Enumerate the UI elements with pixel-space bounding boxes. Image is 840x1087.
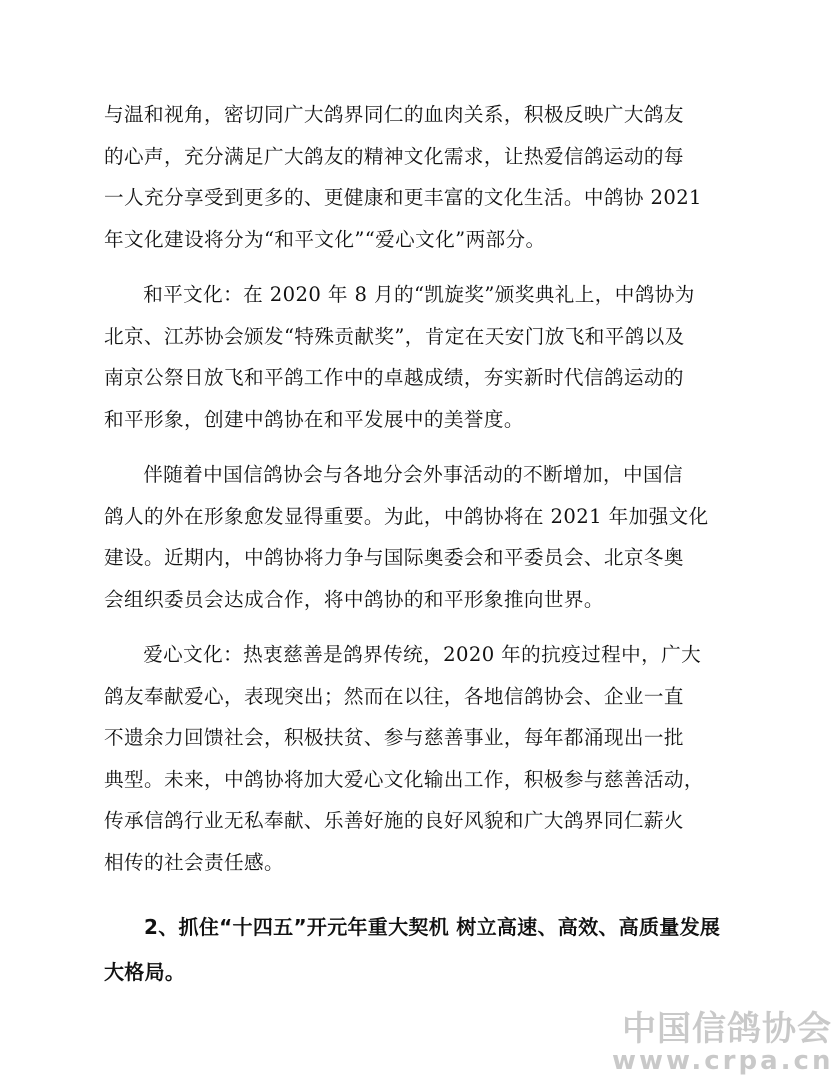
paragraph-love-culture (104, 634, 744, 883)
text-line: 伴随着中国信鸽协会与各地分会外事活动的不断增加，中国信 (143, 463, 684, 486)
text-line: 的心声，充分满足广大鸽友的精神文化需求，让热爱信鸽运动的每 (104, 144, 684, 168)
text-line: 鸽人的外在形象愈发显得重要。为此，中鸽协将在 2021 年加强文化 (104, 504, 709, 528)
paragraph-peace-culture (104, 274, 744, 440)
text-line: 相传的社会责任感。 (104, 850, 284, 874)
text-line: 典型。未来，中鸽协将加大爱心文化输出工作，积极参与慈善活动， (104, 767, 704, 791)
paragraph-intro-continuation (104, 94, 744, 260)
text-line: 与温和视角，密切同广大鸽界同仁的血肉关系，积极反映广大鸽友 (104, 103, 684, 126)
heading-line: 2、抓住“十四五”开元年重大契机 树立高速、高效、高质量发展 (144, 915, 721, 939)
text-line: 会组织委员会达成合作，将中鸽协的和平形象推向世界。 (104, 587, 604, 611)
site-watermark (612, 1009, 834, 1076)
section-heading (104, 905, 744, 995)
text-line: 和平文化：在 2020 年 8 月的“凯旋奖”颁奖典礼上，中鸽协为 (143, 283, 695, 306)
text-line: 鸽友奉献爱心，表现突出；然而在以往，各地信鸽协会、企业一直 (104, 684, 684, 708)
heading-line: 大格局。 (104, 960, 186, 984)
text-line: 传承信鸽行业无私奉献、乐善好施的良好风貌和广大鸽界同仁薪火 (104, 809, 684, 832)
text-line: 爱心文化：热衷慈善是鸽界传统，2020 年的抗疫过程中，广大 (143, 643, 702, 666)
paragraph-foreign-affairs (104, 454, 744, 620)
text-line: 建设。近期内，中鸽协将力争与国际奥委会和平委员会、北京冬奥 (104, 546, 684, 569)
text-line: 年文化建设将分为“和平文化”“爱心文化”两部分。 (104, 227, 546, 251)
text-line: 南京公祭日放飞和平鸽工作中的卓越成绩，夯实新时代信鸽运动的 (104, 366, 684, 389)
watermark-url: www.crpa.cn (612, 1046, 834, 1076)
document-body (104, 94, 744, 995)
text-line: 和平形象，创建中鸽协在和平发展中的美誉度。 (104, 407, 524, 431)
text-line: 北京、江苏协会颁发“特殊贡献奖”，肯定在天安门放飞和平鸽以及 (104, 324, 685, 348)
watermark-name: 中国信鸽协会 (622, 1009, 832, 1049)
text-line: 一人充分享受到更多的、更健康和更丰富的文化生活。中鸽协 2021 (104, 186, 702, 209)
text-line: 不遗余力回馈社会，积极扶贫、参与慈善事业，每年都涌现出一批 (104, 726, 684, 749)
